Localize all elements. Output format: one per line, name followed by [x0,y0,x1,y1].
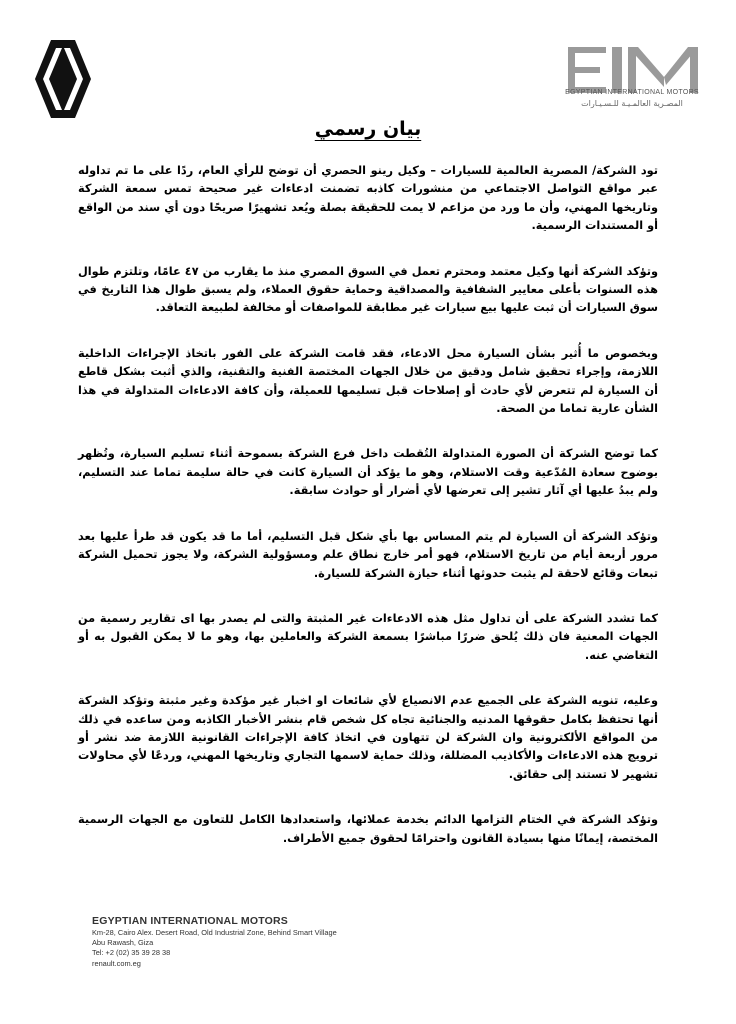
statement-body [78,162,658,875]
paragraph-4: كما توضح الشركة أن الصورة المتداولة التُقطت داخل فرع الشركة بسموحة أثناء تسليم السيارة، وتُظهر بوضوح سعادة المُدّعية وقت الاستلام، وهو ما يؤكد أن السيارة كانت في حالة سليمة تماما عند التسليم، ولم يبدُ عليها أي آثار تشير إلى تعرضها لأي أضرار أو حوادث سابقة. [78,447,658,498]
footer-address-1: Km-28, Cairo Alex. Desert Road, Old Industrial Zone, Behind Smart Village [92,928,337,937]
footer-company: EGYPTIAN INTERNATIONAL MOTORS [92,915,288,927]
paragraph-3: وبخصوص ما أُثير بشأن السيارة محل الادعاء، فقد قامت الشركة على الفور باتخاذ الإجراءات الداخلية اللازمة، وإجراء تحقيق شامل ودقيق من خلال الجهات المختصة الفنية والتقنية، والذي أثبت بشكل قاطع أن السيارة لم تتعرض لأي حادث أو إصلاحات قبل تسليمها للعميلة، وأن كافة الادعاءات المتداولة في هذا الشأن عارية تماما من الصحة. [78,346,658,416]
footer-phone: Tel: +2 (02) 35 39 28 38 [92,948,171,958]
paragraph-7: وعليه، تنويه الشركة على الجميع عدم الانصياع لأي شائعات او اخبار غير مؤكدة وغير مثبتة وتؤكد الشركة أنها تحتفظ بكامل حقوقها المدنيه والجنائية تجاه كل شخص قام بنشر الأخبار الكاذبه ومن ساعده في ذلك من المواقع الألكترونية وان الشركة لن تتهاون في اتخاذ كافة الإجراءات القانونية اللازمة ضد نشر أو ترويج هذه الادعاءات والأكاذيب المضللة، وذلك حماية لاسمها التجاري وتاريخها المهني، وردعًا لأي محاولات تشهير لا تستند إلى حقائق. [78,694,658,781]
paragraph-2: وتؤكد الشركة أنها وكيل معتمد ومحترم تعمل في السوق المصري منذ ما يقارب من ٤٧ عامًا، وتلتزم طوال هذه السنوات بأعلى معايير الشفافية والمصداقية وحماية حقوق العملاء، ولم يسبق طوال هذا التاريخ في سوق السيارات أن ثبت عليها بيع سيارات غير مطابقة للمواصفات أو مخالفة لطبيعة التعاقد. [78,264,658,315]
paragraph-8: وتؤكد الشركة في الختام التزامها الدائم بخدمة عملائها، واستعدادها الكامل للتعاون مع الجهات الرسمية المختصة، إيمانًا منها بسيادة القانون واحترامًا لحقوق جميع الأطراف. [78,813,658,845]
paragraph-1: تود الشركة/ المصرية العالمية للسيارات – وكيل رينو الحصري أن توضح للرأي العام، ردًا على ما تم تداوله عبر مواقع التواصل الاجتماعي من منشورات كاذبه تضمنت ادعاءات غير صحيحة تمس سمعة الشركة وتاريخها المهني، وأن ما ورد من مزاعم لا يمت للحقيقة بصلة ويُعد تشهيرًا صريحًا دون أي سند من الواقع أو المستندات الرسمية. [78,164,658,233]
paragraph-6: كما تشدد الشركة على أن تداول مثل هذه الادعاءات غير المثبتة والتى لم يصدر بها اى تقارير رسمية من الجهات المعنية فان ذلك يُلحق ضررًا مباشرًا بسمعة الشركة والعاملين بها، وهو ما لا يمكن القبول به أو التغاضي عنه. [78,611,658,662]
page-title: بيان رسمي [314,118,422,140]
renault-logo [34,38,92,120]
footer [92,915,337,969]
paragraph-5: وتؤكد الشركة أن السيارة لم يتم المساس بها بأي شكل قبل التسليم، أما ما قد يكون قد طرأ عليها بعد مرور أربعة أيام من تاريخ الاستلام، فهو أمر خارج نطاق علم ومسؤولية الشركة، ولا يجوز تحميل الشركة تبعات وقائع لاحقة لم يثبت حدوثها أثناء حيازة الشركة للسيارة. [78,529,658,580]
footer-address-2: Abu Rawash, Giza [92,938,154,948]
eim-arabic-name: المصـرية العالمـيـة للـسـيـارات [581,99,683,108]
footer-website[interactable]: renault.com.eg [92,958,141,968]
eim-english-name: EGYPTIAN INTERNATIONAL MOTORS [565,89,699,96]
